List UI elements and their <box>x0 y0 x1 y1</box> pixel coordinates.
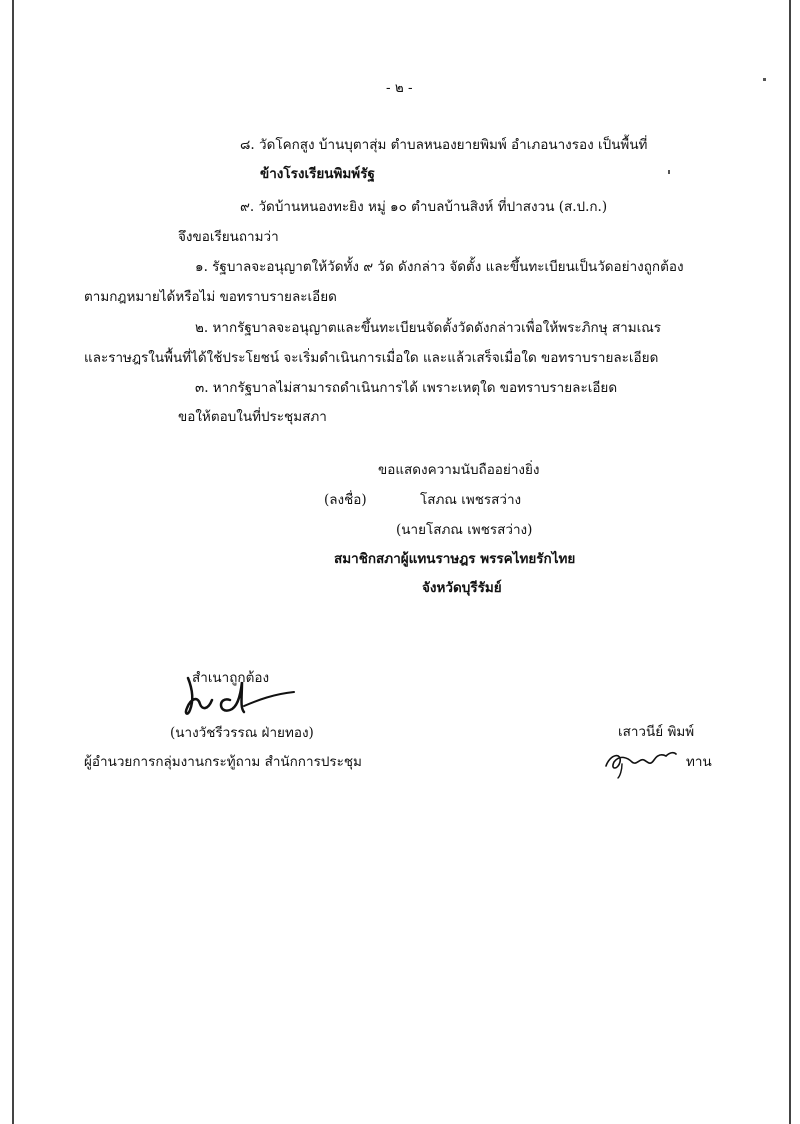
certifier-signature <box>178 670 298 720</box>
signer-position: สมาชิกสภาผู้แทนราษฎร พรรคไทยรักไทย <box>334 551 576 567</box>
list-item-line: ๙. วัดบ้านหนองทะยิง หมู่ ๑๐ ตำบลบ้านสิงห์ ที่ปาสงวน (ส.ป.ก.) <box>240 199 608 215</box>
typist-label: เสาวนีย์ พิมพ์ <box>618 724 695 740</box>
list-item-line: ข้างโรงเรียนพิมพ์รัฐ <box>260 166 375 182</box>
signer-name-paren: (นายโสภณ เพชรสว่าง) <box>396 522 533 538</box>
question-line: ๒. หากรัฐบาลจะอนุญาตและขึ้นทะเบียนจัดตั้งวัดดังกล่าวเพื่อให้พระภิกษุ สามเณร <box>195 320 661 336</box>
certifier-name: (นางวัชรีวรรณ ฝ่ายทอง) <box>170 725 314 741</box>
signer-name: โสภณ เพชรสว่าง <box>420 492 522 508</box>
certification-label: สำเนาถูกต้อง <box>192 670 270 686</box>
scan-border-left <box>12 0 14 1124</box>
scan-border-right <box>789 0 791 1124</box>
question-line: ตามกฎหมายได้หรือไม่ ขอทราบรายละเอียด <box>84 289 337 305</box>
reviewer-signature <box>600 740 680 780</box>
question-line: และราษฎรในพื้นที่ได้ใช้ประโยชน์ จะเริ่มดำเนินการเมื่อใด และแล้วเสร็จเมื่อใด ขอทราบรายละเอียด <box>84 350 659 366</box>
scan-speck <box>668 170 670 174</box>
closing-regards: ขอแสดงความนับถืออย่างยิ่ง <box>378 462 540 478</box>
list-item-line: ๘. วัดโคกสูง บ้านบุตาสุ่ม ตำบลหนองยายพิมพ์ อำเภอนางรอง เป็นพื้นที่ <box>240 137 648 153</box>
signed-prefix: (ลงชื่อ) <box>324 492 367 508</box>
certifier-title: ผู้อำนวยการกลุ่มงานกระทู้ถาม สำนักการประชุม <box>84 754 362 770</box>
question-line: ๑. รัฐบาลจะอนุญาตให้วัดทั้ง ๙ วัด ดังกล่าว จัดตั้ง และขึ้นทะเบียนเป็นวัดอย่างถูกต้อง <box>195 259 684 275</box>
reviewer-suffix: ทาน <box>686 754 712 770</box>
page-number: - ๒ - <box>386 80 413 96</box>
closing-request: ขอให้ตอบในที่ประชุมสภา <box>178 409 327 425</box>
question-line: ๓. หากรัฐบาลไม่สามารถดำเนินการได้ เพราะเหตุใด ขอทราบรายละเอียด <box>195 380 618 396</box>
scan-speck <box>763 78 766 81</box>
request-intro: จึงขอเรียนถามว่า <box>178 229 279 245</box>
signer-province: จังหวัดบุรีรัมย์ <box>422 580 502 596</box>
